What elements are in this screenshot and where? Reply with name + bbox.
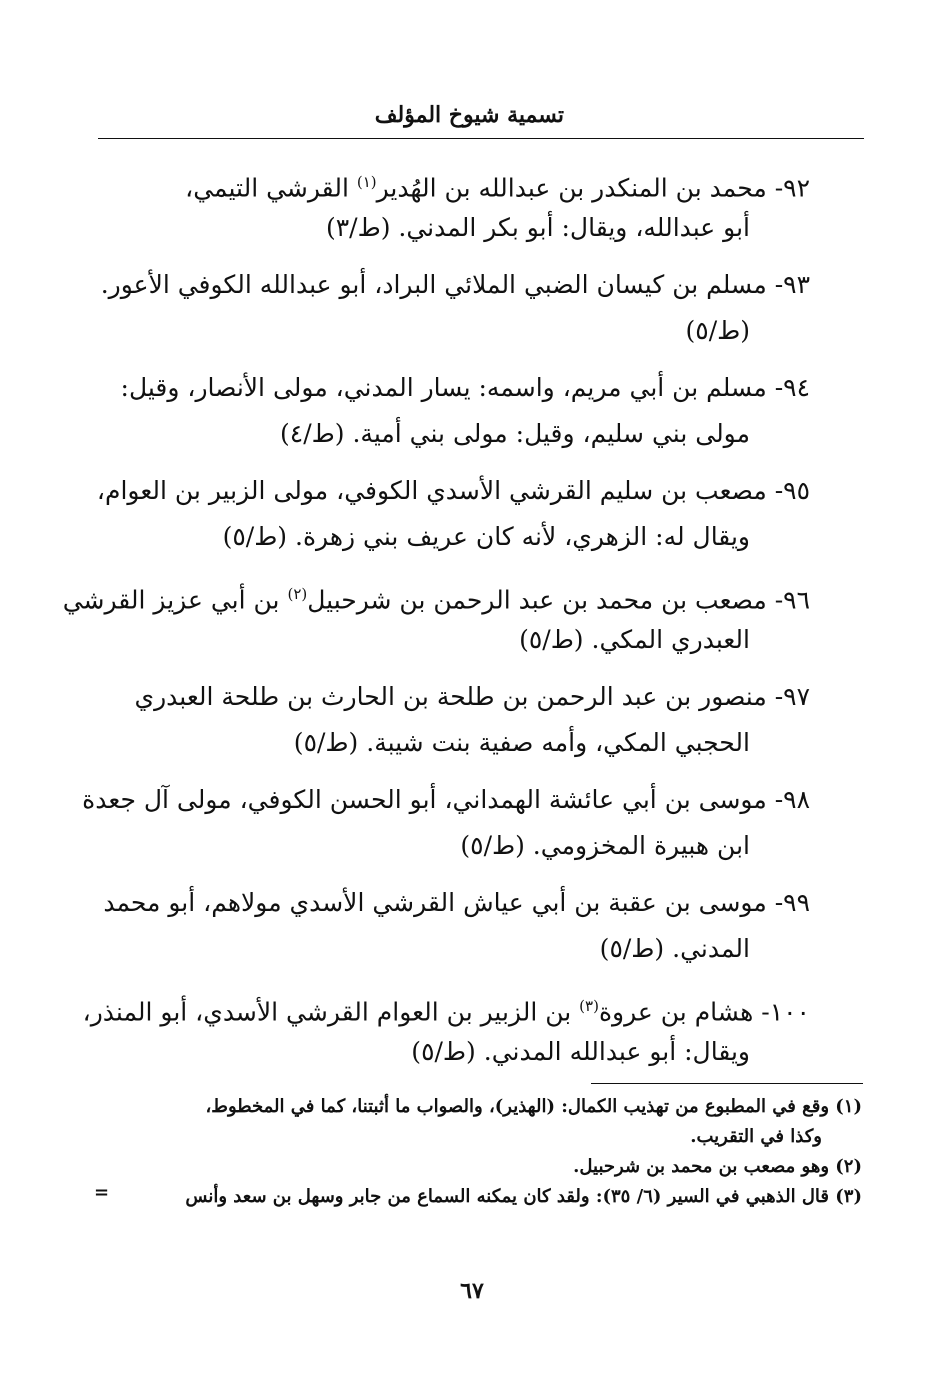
entry-line-continued: (ط/٥) (685, 316, 750, 345)
entry-line-continued: ابن هبيرة المخزومي. (ط/٥) (460, 831, 750, 860)
entry-line (82, 988, 810, 1030)
entry-line (92, 370, 810, 406)
footnote-1-continued: وكذا في التقريب. (690, 1126, 822, 1147)
entry-number: ٩٤- (774, 373, 810, 402)
footnote-3-row (92, 1182, 862, 1212)
entry-text: مصعب بن سليم القرشي الأسدي الكوفي، مولى الزبير بن العوام، (96, 476, 767, 505)
entry-96 (62, 570, 810, 673)
entry-text: مصعب بن محمد بن عبد الرحمن بن شرحبيل (307, 585, 767, 615)
entries-list (62, 158, 810, 1085)
entry-number: ١٠٠- (761, 997, 810, 1027)
entry-line-continued: ويقال: أبو عبدالله المدني. (ط/٥) (411, 1037, 750, 1066)
entry-93 (92, 261, 810, 364)
entry-line-continued: أبو عبدالله، ويقال: أبو بكر المدني. (ط/٣) (325, 213, 750, 242)
entry-92 (92, 158, 810, 261)
page-number: ٦٧ (460, 1278, 484, 1304)
footnote-2: (٢) وهو مصعب بن محمد بن شرحبيل. (573, 1156, 862, 1177)
entry-line (92, 473, 810, 509)
entry-text: موسى بن عقبة بن أبي عياش القرشي الأسدي مولاهم، أبو محمد (103, 888, 767, 917)
entry-line (92, 885, 810, 921)
footnote-divider (591, 1083, 863, 1084)
entry-line-continued: الحجبي المكي، وأمه صفية بنت شيبة. (ط/٥) (293, 728, 750, 757)
entry-line-continued: مولى بني سليم، وقيل: مولى بني أمية. (ط/٤) (280, 419, 750, 448)
entry-text: بن أبي عزيز القرشي (62, 585, 288, 615)
header-title: تسمية شيوخ المؤلف (374, 102, 564, 128)
entry-text: موسى بن أبي عائشة الهمداني، أبو الحسن الكوفي، مولى آل جعدة (82, 785, 767, 814)
entry-97 (92, 673, 810, 776)
entry-line-continued: ويقال له: الزهري، لأنه كان عريف بني زهرة. (ط/٥) (222, 522, 750, 551)
footnotes (92, 1092, 862, 1212)
footnote-3: (٣) قال الذهبي في السير (٦/ ٣٥): ولقد كان يمكنه السماع من جابر وسهل بن سعد وأنس (185, 1186, 862, 1207)
entry-98 (82, 776, 810, 879)
entry-99 (92, 879, 810, 982)
entry-line (62, 576, 810, 618)
entry-line-continued: المدني. (ط/٥) (599, 934, 750, 963)
entry-number: ٩٧- (774, 682, 810, 711)
entry-text: محمد بن المنكدر بن عبدالله بن الهُدير (376, 173, 767, 203)
entry-text: هشام بن عروة (598, 997, 754, 1027)
entry-line-continued: العبدري المكي. (ط/٥) (519, 625, 750, 654)
footnote-ref: (٣) (579, 997, 599, 1015)
entry-95 (92, 467, 810, 570)
continuation-mark: = (94, 1182, 110, 1203)
entry-number: ٩٥- (774, 476, 810, 505)
entry-line (92, 267, 810, 303)
entry-text: منصور بن عبد الرحمن بن طلحة بن الحارث بن طلحة العبدري (134, 682, 767, 711)
entry-number: ٩٣- (774, 270, 810, 299)
entry-text: مسلم بن أبي مريم، واسمه: يسار المدني، مولى الأنصار، وقيل: (120, 373, 767, 402)
entry-line (92, 164, 810, 206)
entry-100 (82, 982, 810, 1085)
footnote-ref: (١) (356, 173, 377, 191)
entry-number: ٩٨- (774, 785, 810, 814)
entry-number: ٩٦- (774, 585, 810, 615)
running-header (98, 98, 864, 139)
entry-line (92, 679, 810, 715)
entry-94 (92, 364, 810, 467)
entry-text: القرشي التيمي، (185, 173, 357, 203)
footnote-1: (١) وقع في المطبوع من تهذيب الكمال: (الهذير)، والصواب ما أثبتنا، كما في المخطوط، (205, 1096, 862, 1117)
entry-number: ٩٩- (774, 888, 810, 917)
entry-number: ٩٢- (774, 173, 810, 203)
footnote-ref: (٢) (287, 585, 308, 603)
entry-line (82, 782, 810, 818)
entry-text: بن الزبير بن العوام القرشي الأسدي، أبو المنذر، (82, 997, 580, 1027)
entry-text: مسلم بن كيسان الضبي الملائي البراد، أبو عبدالله الكوفي الأعور. (100, 270, 767, 299)
